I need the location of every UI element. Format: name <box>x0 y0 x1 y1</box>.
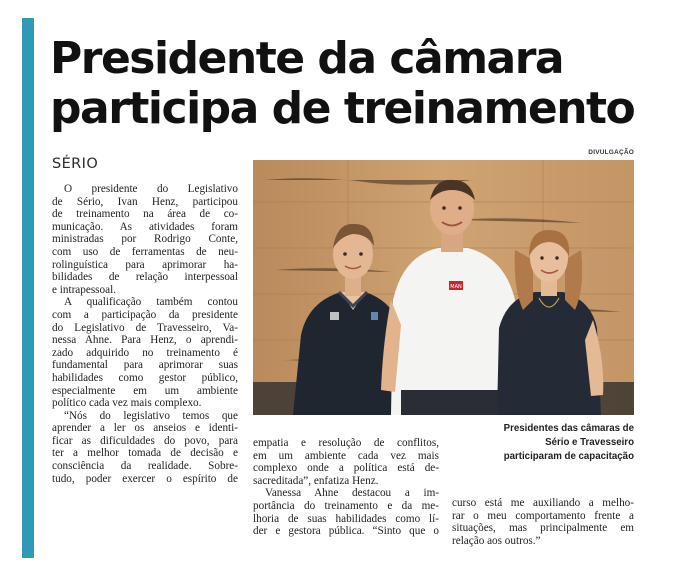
caption-line-2: Sério e Travesseiro <box>545 437 634 448</box>
headline-line-2: participa de treinamento <box>50 83 635 134</box>
article-line: do Legislativo de Travesseiro, Va- <box>52 321 238 334</box>
article-line: aprender a ler os anseios e identi- <box>52 422 238 435</box>
article-line: bilidades de relação interpessoal <box>52 271 238 284</box>
article-line: der e gestora pública. “Sinto que o <box>253 525 439 538</box>
article-column-3 <box>452 497 634 547</box>
article-line: em um ambiente cada vez mais <box>253 449 439 462</box>
article-line: e intrapessoal. <box>52 283 116 296</box>
article-line: portância do treinamento e da me- <box>253 499 439 512</box>
photo-caption <box>462 422 634 464</box>
caption-line-1: Presidentes das câmaras de <box>503 423 634 434</box>
article-line: com uso de ferramentas de neu- <box>52 245 238 258</box>
article-line: tudo, poder exercer o espírito de <box>52 472 238 485</box>
article-line: sacreditada”, enfatiza Henz. <box>253 474 379 487</box>
article-line: de treinamento na área de co- <box>52 208 238 221</box>
shirt-logo-text: MAN <box>450 284 462 290</box>
article-line: situações, mas principalmente em <box>452 522 634 535</box>
article-line: “Nós do legislativo temos que <box>64 409 238 422</box>
article-line: municação. As atividades foram <box>52 220 238 233</box>
article-line: A qualificação também contou <box>64 296 238 309</box>
article-column-1 <box>52 183 238 485</box>
article-line: com a participação da presidente <box>52 308 238 321</box>
section-tag: SÉRIO <box>52 156 99 172</box>
news-photo <box>253 160 634 415</box>
article-line: consciência da realidade. Sobre- <box>52 460 238 473</box>
article-line: político cada vez mais complexo. <box>52 397 202 410</box>
article-line: rar o meu comportamento frente a <box>452 509 634 522</box>
accent-bar <box>22 18 34 558</box>
article-line: zado adquirido no treinamento é <box>52 346 238 359</box>
headline <box>50 34 670 134</box>
article-line: rolinguística para aprimorar ha- <box>52 258 238 271</box>
caption-line-3: participaram de capacitação <box>503 451 634 462</box>
article-line: Vanessa Ahne destacou a im- <box>265 487 439 500</box>
article-column-2 <box>253 437 439 538</box>
article-line: relação aos outros.” <box>452 534 541 547</box>
article-line: O presidente do Legislativo <box>64 183 238 195</box>
article-line: curso está me auxiliando a melho- <box>452 497 634 509</box>
article-line: fundamental para aprimorar suas <box>52 359 238 372</box>
article-line: lhoria de suas habilidades como lí- <box>253 512 439 525</box>
article-line: ter a melhor tomada de decisão e <box>52 447 238 460</box>
article-line: especialmente em um ambiente <box>52 384 238 397</box>
article-line: complexo onde a política está de- <box>253 462 439 475</box>
article-line: nessa Ahne. Para Henz, o aprendi- <box>52 334 238 347</box>
headline-line-1: Presidente da câmara <box>50 33 564 84</box>
article-line: ministradas por Rodrigo Conte, <box>52 233 238 246</box>
article-line: habilidades como gestor público, <box>52 371 238 384</box>
article-line: empatia e resolução de conflitos, <box>253 437 439 449</box>
article-line: de Sério, Ivan Henz, participou <box>52 195 238 208</box>
photo-credit: DIVULGAÇÃO <box>588 149 634 156</box>
article-line: ficar as dificuldades do povo, para <box>52 434 238 447</box>
